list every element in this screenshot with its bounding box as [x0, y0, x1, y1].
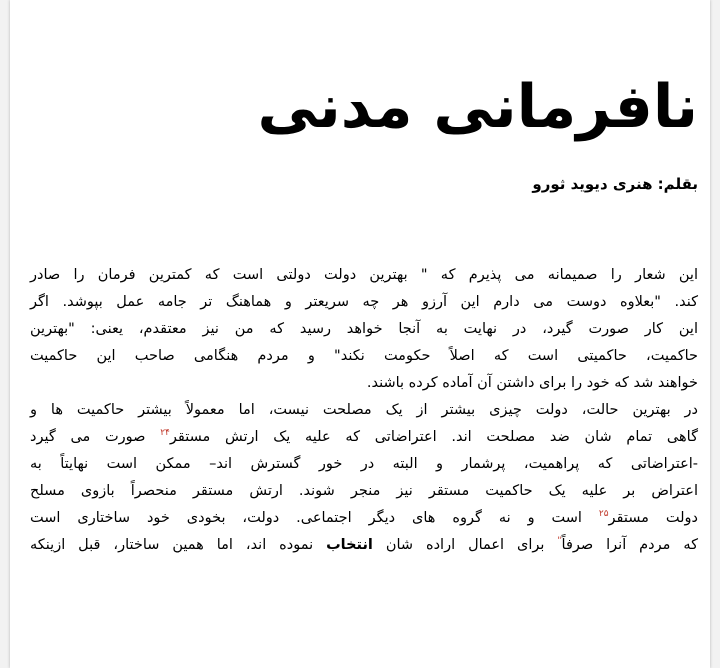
author-byline: بقلم: هنری دیوید ثورو: [532, 175, 698, 193]
line-text: خواهند شد که خود را برای داشتن آن آماده کرده باشند.: [366, 375, 698, 391]
body-line: [30, 532, 698, 559]
body-line: [30, 424, 698, 451]
page-title: نافرمانی مدنی: [257, 72, 698, 142]
line-text: است و نه گروه های دیگر اجتماعی. دولت، بخودی خود ساختاری است: [30, 510, 599, 526]
line-text: این شعار را صمیمانه می پذیرم که " بهترین دولت دولتی است که کمترین فرمان را صادر: [30, 267, 698, 283]
body-line: [30, 397, 698, 424]
line-text: حاکمیت، حاکمیتی است که اصلاً حکومت نکند" و مردم هنگامی صاحب این حاکمیت: [30, 348, 698, 364]
footnote-marker: ‏": [557, 536, 562, 547]
line-text: صورت می گیرد: [30, 429, 161, 445]
line-text: نموده اند، اما همین ساختار، قبل ازینکه: [30, 537, 327, 553]
line-text: دولت مستقر: [608, 510, 698, 526]
body-line: [30, 316, 698, 343]
line-text: در بهترین حالت، دولت چیزی بیشتر از یک مصلحت نیست، اما معمولاً بیشتر حاکمیت ها و: [30, 402, 698, 418]
body-line: [30, 451, 698, 478]
line-text: این کار صورت گیرد، در نهایت به آنجا خواهد رسید که من نیز معتقدم، یعنی: "بهترین: [30, 321, 698, 337]
footnote-marker: ۲۵: [598, 509, 609, 520]
line-text: برای اعمال اراده شان: [372, 537, 558, 553]
body-line: [30, 478, 698, 505]
body-line: [30, 370, 698, 397]
line-text: گاهی تمام شان ضد مصلحت اند. اعتراضاتی که علیه یک ارتش مستقر: [169, 429, 698, 445]
body-line: [30, 262, 698, 289]
body-paragraphs: [30, 262, 698, 559]
footnote-marker: ۲۴: [160, 428, 170, 439]
line-text: کند. "بعلاوه دوست می دارم این آرزو هر چه سریعتر و هماهنگ تر جامه عمل بپوشد. اگر: [30, 294, 698, 310]
line-text: که مردم آنرا صرفاً: [561, 537, 698, 553]
body-line: [30, 343, 698, 370]
line-text: اعتراض بر علیه یک حاکمیت مستقر نیز منجر شوند. ارتش مستقر منحصراً بازوی مسلح: [30, 483, 698, 499]
page-content: [30, 0, 698, 668]
line-text: -اعتراضاتی که پراهمیت، پرشمار و البته در خور گسترش اند– ممکن است نهایتاً به: [30, 456, 698, 472]
bold-word: انتخاب: [326, 537, 373, 553]
body-line: [30, 505, 698, 532]
document-page: [10, 0, 710, 668]
body-line: [30, 289, 698, 316]
